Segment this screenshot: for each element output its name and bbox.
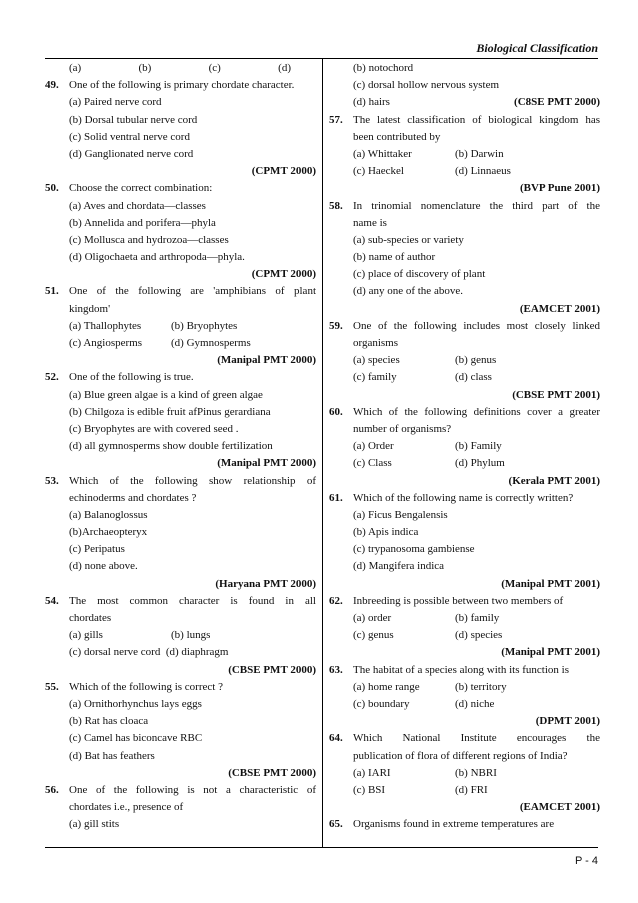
option: (c) Haeckel xyxy=(353,165,404,178)
option-row xyxy=(329,455,600,472)
option: (d) hairs xyxy=(353,96,390,109)
question-number: 49. xyxy=(45,79,59,92)
question-63 xyxy=(329,662,600,679)
question-62 xyxy=(329,593,600,610)
question-number: 60. xyxy=(329,405,343,418)
option-row xyxy=(329,369,600,386)
exam-source: (C8SE PMT 2000) xyxy=(514,96,600,109)
page-number: P - 4 xyxy=(574,855,598,867)
option: (b) notochord xyxy=(353,62,414,74)
question-64 xyxy=(329,730,600,747)
question-text: One of the following is primary chordate character. xyxy=(69,79,295,92)
option: (b) Dorsal tubular nerve cord xyxy=(69,113,198,126)
option: (d) Phylum xyxy=(455,457,505,470)
question-text: Choose the correct combination: xyxy=(69,182,213,195)
exam-source: (Haryana PMT 2000) xyxy=(215,577,316,590)
question-number: 63. xyxy=(329,663,343,676)
question-57 xyxy=(329,112,600,129)
question-60 xyxy=(329,404,600,421)
option: (c) Class xyxy=(353,457,392,470)
exam-source: (Manipal PMT 2000) xyxy=(217,457,316,470)
exam-source: (EAMCET 2001) xyxy=(519,302,600,315)
option: (b) NBRI xyxy=(455,766,497,779)
option: (b) xyxy=(138,62,152,74)
option: (c) dorsal hollow nervous system xyxy=(353,79,500,92)
question-51 xyxy=(45,283,316,300)
question-number: 65. xyxy=(329,818,343,831)
option: (a) sub-species or variety xyxy=(353,233,464,246)
question-text-cont: chordates xyxy=(69,612,112,624)
option: (b)Archaeopteryx xyxy=(69,526,148,539)
option: (c) family xyxy=(353,371,397,384)
option: (a) Aves and chordata—classes xyxy=(69,199,206,212)
carried-options-row xyxy=(45,60,316,77)
question-56 xyxy=(45,782,316,799)
option: (c) place of discovery of plant xyxy=(353,268,486,281)
option: (b) Family xyxy=(455,440,502,453)
question-text: In trinomial nomenclature the third part of the xyxy=(353,199,600,212)
exam-source: (CBSE PMT 2000) xyxy=(228,663,316,676)
option: (d) class xyxy=(455,371,492,384)
exam-source: (Manipal PMT 2000) xyxy=(217,354,316,367)
question-number: 64. xyxy=(329,732,343,745)
question-number: 53. xyxy=(45,474,59,487)
question-58 xyxy=(329,198,600,215)
question-text: Which of the following definitions cover a greater xyxy=(353,405,600,418)
question-text-cont: name is xyxy=(353,216,387,229)
option: (c) trypanosoma gambiense xyxy=(353,543,475,556)
question-text: Which of the following name is correctly written? xyxy=(353,491,574,504)
question-text: Which National Institute encourages the xyxy=(353,732,600,745)
question-number: 62. xyxy=(329,594,343,607)
option-row xyxy=(329,163,600,180)
question-text: One of the following is true. xyxy=(69,371,194,384)
exam-source: (CBSE PMT 2000) xyxy=(228,766,316,779)
option: (c) Bryophytes are with covered seed . xyxy=(69,422,239,435)
option: (b) Bryophytes xyxy=(171,319,238,332)
option: (b) Apis indica xyxy=(353,526,419,539)
option-row xyxy=(329,696,600,713)
option-row xyxy=(45,318,316,335)
question-text-cont: publication of flora of different regions of India? xyxy=(353,749,568,762)
option: (b) territory xyxy=(455,680,507,693)
option: (a) IARI xyxy=(353,766,391,779)
question-number: 56. xyxy=(45,783,59,796)
option-with-source xyxy=(329,94,600,111)
option: (a) order xyxy=(353,612,392,624)
running-header-title: Biological Classification xyxy=(476,41,598,55)
option: (d) Oligochaeta and arthropoda—phyla. xyxy=(69,251,245,264)
option-row: (c) dorsal nerve cord (d) diaphragm xyxy=(69,646,229,659)
exam-source: (EAMCET 2001) xyxy=(519,801,600,814)
question-52 xyxy=(45,369,316,386)
option: (a) gill stits xyxy=(69,818,120,831)
option: (c) xyxy=(208,62,221,74)
option: (d) niche xyxy=(455,697,495,710)
option: (a) species xyxy=(353,354,400,367)
option: (a) Thallophytes xyxy=(69,319,142,332)
option: (a) Paired nerve cord xyxy=(69,96,162,109)
option: (b) Darwin xyxy=(455,147,504,160)
option: (a) Whittaker xyxy=(353,147,412,160)
option-row xyxy=(329,627,600,644)
exam-source: (DPMT 2001) xyxy=(535,715,600,728)
exam-source: (BVP Pune 2001) xyxy=(519,182,600,195)
question-49 xyxy=(45,77,316,94)
option: (b) lungs xyxy=(171,629,211,642)
question-65 xyxy=(329,816,600,833)
question-number: 52. xyxy=(45,371,59,384)
question-text: One of the following are 'amphibians of plant xyxy=(69,285,316,298)
option: (a) Ficus Bengalensis xyxy=(353,508,448,521)
option: (a) Ornithorhynchus lays eggs xyxy=(69,697,202,710)
question-text: The most common character is found in all xyxy=(69,594,316,607)
question-number: 51. xyxy=(45,285,59,298)
question-59 xyxy=(329,318,600,335)
exam-source: (Manipal PMT 2001) xyxy=(501,646,600,659)
option: (d) xyxy=(278,62,291,74)
question-text: One of the following includes most closely linked xyxy=(353,319,600,332)
option: (b) Chilgoza is edible fruit afPinus gerardiana xyxy=(69,405,271,418)
question-text: Inbreeding is possible between two members of xyxy=(353,594,564,607)
option: (a) xyxy=(69,62,82,74)
question-text: Which of the following show relationship of xyxy=(69,474,316,487)
question-text: One of the following is not a characteristic of xyxy=(69,783,316,796)
question-text: Organisms found in extreme temperatures are xyxy=(353,818,555,831)
question-text-cont: been contributed by xyxy=(353,130,441,143)
left-column xyxy=(45,60,316,833)
option: (c) Mollusca and hydrozoa—classes xyxy=(69,233,229,246)
option: (a) gills xyxy=(69,629,103,642)
exam-source: (Manipal PMT 2001) xyxy=(501,577,600,590)
option-row xyxy=(329,610,600,627)
option: (a) Order xyxy=(353,440,394,453)
question-text: Which of the following is correct ? xyxy=(69,680,223,693)
question-number: 54. xyxy=(45,594,59,607)
question-number: 58. xyxy=(329,199,343,212)
option: (c) boundary xyxy=(353,697,410,710)
question-number: 55. xyxy=(45,680,59,693)
question-53 xyxy=(45,473,316,490)
option: (b) name of author xyxy=(353,251,436,264)
option: (c) Camel has biconcave RBC xyxy=(69,732,203,745)
option: (c) Angiosperms xyxy=(69,337,143,349)
question-text-cont: number of organisms? xyxy=(353,422,452,435)
option: (b) Annelida and porifera—phyla xyxy=(69,216,216,229)
question-number: 57. xyxy=(329,113,343,126)
option-row xyxy=(329,352,600,369)
option: (d) none above. xyxy=(69,560,138,573)
question-text-cont: organisms xyxy=(353,337,399,349)
option: (d) FRI xyxy=(455,783,488,796)
question-61 xyxy=(329,490,600,507)
option: (d) Mangifera indica xyxy=(353,560,445,573)
option: (a) home range xyxy=(353,680,420,693)
option: (b) Rat has cloaca xyxy=(69,715,149,728)
option: (d) all gymnosperms show double fertilization xyxy=(69,440,273,453)
option: (d) any one of the above. xyxy=(353,285,463,298)
option-row xyxy=(329,438,600,455)
option: (b) family xyxy=(455,612,500,624)
right-column xyxy=(329,60,600,833)
question-text-cont: kingdom' xyxy=(69,302,111,315)
option-row xyxy=(45,627,316,644)
option: (d) species xyxy=(455,629,503,642)
question-text: The latest classification of biological kingdom has xyxy=(353,113,600,126)
exam-source: (Kerala PMT 2001) xyxy=(508,474,600,487)
question-text-cont: echinoderms and chordates ? xyxy=(69,491,197,504)
option: (c) Solid ventral nerve cord xyxy=(69,130,190,143)
option: (d) Gymnosperms xyxy=(171,337,251,349)
option: (c) BSI xyxy=(353,783,386,796)
footer-rule xyxy=(45,847,598,848)
question-text-cont: chordates i.e., presence of xyxy=(69,801,184,814)
option-row xyxy=(329,679,600,696)
question-54 xyxy=(45,593,316,610)
option: (d) Linnaeus xyxy=(455,165,511,178)
question-number: 61. xyxy=(329,491,343,504)
option-row xyxy=(329,146,600,163)
question-number: 59. xyxy=(329,319,343,332)
option: (a) Blue green algae is a kind of green algae xyxy=(69,388,263,401)
option: (d) Ganglionated nerve cord xyxy=(69,147,194,160)
option: (b) genus xyxy=(455,354,497,367)
question-50 xyxy=(45,180,316,197)
column-divider xyxy=(322,58,323,848)
question-55 xyxy=(45,679,316,696)
option-row xyxy=(329,765,600,782)
exam-source: (CBSE PMT 2001) xyxy=(512,388,600,401)
option: (c) Peripatus xyxy=(69,543,125,556)
exam-source: (CPMT 2000) xyxy=(251,165,316,178)
option: (a) Balanoglossus xyxy=(69,508,148,521)
exam-source: (CPMT 2000) xyxy=(251,268,316,281)
option-row xyxy=(329,782,600,799)
option: (d) Bat has feathers xyxy=(69,749,155,762)
question-number: 50. xyxy=(45,182,59,195)
option: (c) genus xyxy=(353,629,394,642)
question-text: The habitat of a species along with its function is xyxy=(353,663,569,676)
option-row xyxy=(45,335,316,352)
